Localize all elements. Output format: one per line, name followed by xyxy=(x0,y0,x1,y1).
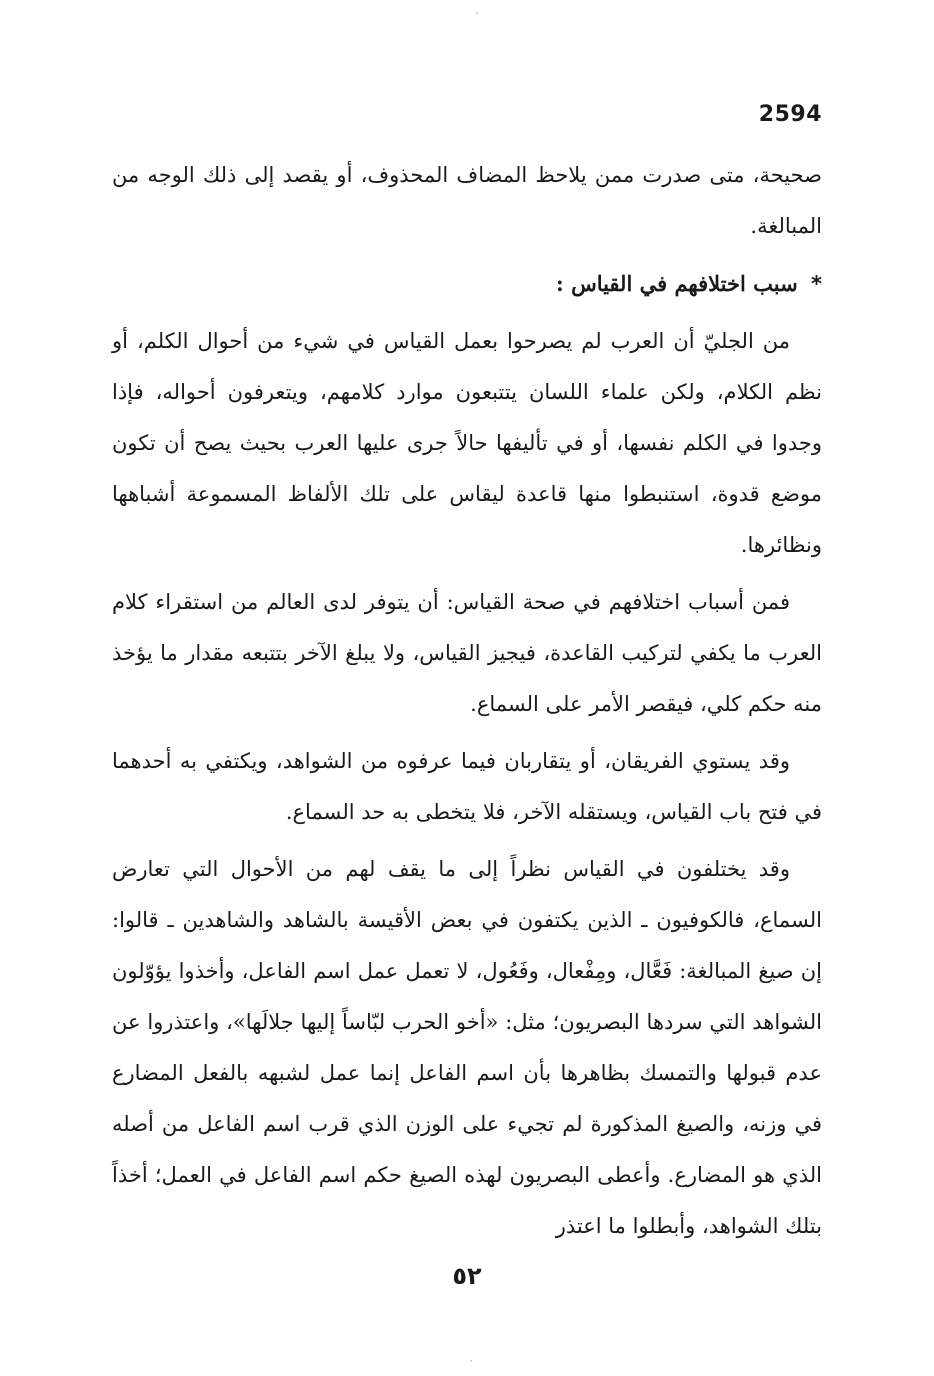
scan-speck xyxy=(476,12,478,14)
paragraph: فمن أسباب اختلافهم في صحة القياس: أن يتوفر لدى العالم من استقراء كلام العرب ما يكفي لتركيب القاعدة، فيجيز القياس، ولا يبلغ الآخر بتتبعه مقدار ما يؤخذ منه حكم كلي، فيقصر الأمر على السماع. xyxy=(112,590,822,716)
page-id-header: 2594 xyxy=(758,102,822,127)
main-text xyxy=(112,150,822,1258)
paragraph: وقد يختلفون في القياس نظراً إلى ما يقف لهم من الأحوال التي تعارض السماع، فالكوفيون ـ الذين يكتفون في بعض الأقيسة بالشاهد والشاهدين ـ قالوا: إن صيغ المبالغة: فَعَّال، ومِفْعال، وفَعُول، لا تعمل عمل اسم الفاعل، وأخذوا يؤوّلون الشواهد التي سردها البصريون؛ مثل: «أخو الحرب لبّاساً إليها جلالَها»، واعتذروا عن عدم قبولها والتمسك بظاهرها بأن اسم الفاعل إنما عمل لشبهه بالفعل المضارع في وزنه، والصيغ المذكورة لم تجيء على الوزن الذي قرب اسم الفاعل من أصله الذي هو المضارع. وأعطى البصريون لهذه الصيغ حكم اسم الفاعل في العمل؛ أخذاً بتلك الشواهد، وأبطلوا ما اعتذر xyxy=(112,857,822,1238)
paragraph: من الجليّ أن العرب لم يصرحوا بعمل القياس في شيء من أحوال الكلم، أو نظم الكلام، ولكن علماء اللسان يتتبعون موارد كلامهم، ويتعرفون أحواله، فإذا وجدوا في الكلم نفسها، أو في تأليفها حالاً جرى عليها العرب بحيث يصح أن تكون موضع قدوة، استنبطوا منها قاعدة ليقاس على تلك الألفاظ المسموعة أشباهها ونظائرها. xyxy=(112,329,822,557)
heading-star-icon: * xyxy=(811,272,822,296)
section-heading xyxy=(112,258,822,310)
section-heading-text: سبب اختلافهم في القياس : xyxy=(556,271,798,296)
scan-speck xyxy=(470,1360,472,1362)
paragraph: وقد يستوي الفريقان، أو يتقاربان فيما عرفوه من الشواهد، ويكتفي به أحدهما في فتح باب القياس، ويستقله الآخر، فلا يتخطى به حد السماع. xyxy=(112,749,822,824)
page-number: ٥٢ xyxy=(452,1262,482,1290)
paragraph-continued: صحيحة، متى صدرت ممن يلاحظ المضاف المحذوف، أو يقصد إلى ذلك الوجه من المبالغة. xyxy=(112,163,822,238)
